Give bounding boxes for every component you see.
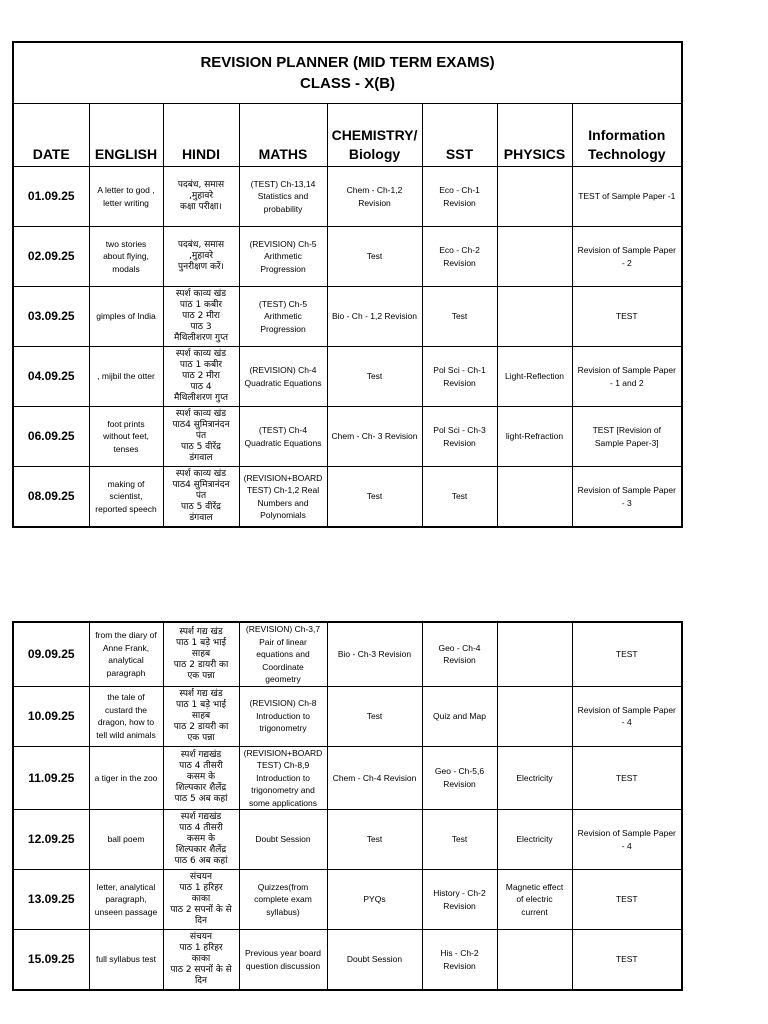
planner-body-top [13, 167, 682, 528]
cell-chemistry-biology: PYQs [327, 870, 422, 930]
cell-maths: (TEST) Ch-4 Quadratic Equations [239, 407, 327, 467]
cell-english: letter, analytical paragraph, unseen passage [89, 870, 163, 930]
cell-date: 15.09.25 [13, 930, 89, 991]
table-row [13, 407, 682, 467]
header-row [13, 104, 682, 167]
cell-physics: Light-Reflection [497, 347, 572, 407]
cell-information-technology: TEST [572, 870, 682, 930]
cell-date: 01.09.25 [13, 167, 89, 227]
cell-information-technology: TEST [572, 287, 682, 347]
cell-english: A letter to god , letter writing [89, 167, 163, 227]
cell-date: 02.09.25 [13, 227, 89, 287]
title-line-1: REVISION PLANNER (MID TERM EXAMS) [200, 54, 495, 71]
cell-maths: (TEST) Ch-13,14 Statistics and probability [239, 167, 327, 227]
cell-date: 13.09.25 [13, 870, 89, 930]
cell-physics [497, 287, 572, 347]
cell-maths: (REVISION+BOARD TEST) Ch-1,2 Real Numbers and Polynomials [239, 467, 327, 528]
cell-sst: Pol Sci - Ch-1 Revision [422, 347, 497, 407]
cell-information-technology: TEST [572, 746, 682, 810]
cell-sst: Quiz and Map [422, 686, 497, 746]
cell-maths: (REVISION) Ch-8 Introduction to trigonometry [239, 686, 327, 746]
cell-chemistry-biology: Test [327, 347, 422, 407]
cell-chemistry-biology: Bio - Ch - 1,2 Revision [327, 287, 422, 347]
cell-maths: (TEST) Ch-5 Arithmetic Progression [239, 287, 327, 347]
table-row [13, 227, 682, 287]
cell-chemistry-biology: Test [327, 467, 422, 528]
header-hindi: HINDI [163, 104, 239, 167]
cell-information-technology: Revision of Sample Paper - 2 [572, 227, 682, 287]
cell-chemistry-biology: Doubt Session [327, 930, 422, 991]
cell-information-technology: Revision of Sample Paper - 4 [572, 810, 682, 870]
table-row [13, 930, 682, 991]
cell-physics [497, 227, 572, 287]
cell-english: making of scientist, reported speech [89, 467, 163, 528]
table-row [13, 686, 682, 746]
cell-maths: Previous year board question discussion [239, 930, 327, 991]
cell-chemistry-biology: Chem - Ch- 3 Revision [327, 407, 422, 467]
cell-maths: Doubt Session [239, 810, 327, 870]
planner-table-bottom [12, 621, 683, 991]
cell-chemistry-biology: Chem - Ch-4 Revision [327, 746, 422, 810]
cell-maths: (REVISION) Ch-5 Arithmetic Progression [239, 227, 327, 287]
cell-physics [497, 467, 572, 528]
cell-chemistry-biology: Chem - Ch-1,2 Revision [327, 167, 422, 227]
planner-title [13, 42, 682, 104]
cell-date: 08.09.25 [13, 467, 89, 528]
cell-hindi: स्पर्श गद्यखंड पाठ 4 तीसरी कसम के शिल्पकार शैलेंद्र पाठ 6 अब कहां [163, 810, 239, 870]
cell-date: 09.09.25 [13, 622, 89, 686]
cell-physics [497, 622, 572, 686]
cell-english: ball poem [89, 810, 163, 870]
cell-sst: Geo - Ch-4 Revision [422, 622, 497, 686]
cell-hindi: संचयन पाठ 1 हरिहर काका पाठ 2 सपनों के से दिन [163, 870, 239, 930]
cell-chemistry-biology: Test [327, 810, 422, 870]
cell-information-technology: TEST [Revision of Sample Paper-3] [572, 407, 682, 467]
cell-hindi: स्पर्श गद्यखंड पाठ 4 तीसरी कसम के शिल्पकार शैलेंद्र पाठ 5 अब कहां [163, 746, 239, 810]
cell-date: 12.09.25 [13, 810, 89, 870]
cell-hindi: स्पर्श काव्य खंड पाठ4 सुमित्रानंदन पंत पाठ 5 वीरेंद्र डंगवाल [163, 467, 239, 528]
cell-sst: Test [422, 810, 497, 870]
cell-english: a tiger in the zoo [89, 746, 163, 810]
cell-maths: (REVISION+BOARD TEST) Ch-8,9 Introduction to trigonometry and some applications [239, 746, 327, 810]
cell-maths: (REVISION) Ch-3,7 Pair of linear equations and Coordinate geometry [239, 622, 327, 686]
cell-information-technology: Revision of Sample Paper - 1 and 2 [572, 347, 682, 407]
title-line-2: CLASS - X(B) [300, 75, 396, 92]
header-maths: MATHS [239, 104, 327, 167]
cell-sst: Eco - Ch-1 Revision [422, 167, 497, 227]
cell-physics: Electricity [497, 810, 572, 870]
cell-hindi: स्पर्श गद्य खंड पाठ 1 बड़े भाई साहब पाठ 2 डायरी का एक पन्ना [163, 686, 239, 746]
table-row [13, 622, 682, 686]
table-row [13, 287, 682, 347]
planner-body-bottom [13, 622, 682, 990]
cell-sst: Test [422, 467, 497, 528]
cell-maths: Quizzes(from complete exam syllabus) [239, 870, 327, 930]
header-chemistry-biology: CHEMISTRY/ Biology [327, 104, 422, 167]
cell-physics: Electricity [497, 746, 572, 810]
cell-information-technology: Revision of Sample Paper - 3 [572, 467, 682, 528]
cell-physics: light-Refraction [497, 407, 572, 467]
cell-date: 06.09.25 [13, 407, 89, 467]
cell-date: 11.09.25 [13, 746, 89, 810]
cell-english: the tale of custard the dragon, how to tell wild animals [89, 686, 163, 746]
header-physics: PHYSICS [497, 104, 572, 167]
cell-english: two stories about flying, modals [89, 227, 163, 287]
cell-maths: (REVISION) Ch-4 Quadratic Equations [239, 347, 327, 407]
cell-english: from the diary of Anne Frank, analytical paragraph [89, 622, 163, 686]
cell-physics: Magnetic effect of electric current [497, 870, 572, 930]
cell-date: 03.09.25 [13, 287, 89, 347]
cell-date: 04.09.25 [13, 347, 89, 407]
table-row [13, 870, 682, 930]
cell-chemistry-biology: Bio - Ch-3 Revision [327, 622, 422, 686]
cell-english: gimples of India [89, 287, 163, 347]
table-row [13, 810, 682, 870]
cell-sst: History - Ch-2 Revision [422, 870, 497, 930]
cell-english: , mijbil the otter [89, 347, 163, 407]
cell-hindi: स्पर्श काव्य खंड पाठ 1 कबीर पाठ 2 मीरा पाठ 4 मैथिलीशरण गुप्त [163, 347, 239, 407]
planner-table-top [12, 41, 683, 528]
cell-hindi: संचयन पाठ 1 हरिहर काका पाठ 2 सपनों के से दिन [163, 930, 239, 991]
header-date: DATE [13, 104, 89, 167]
header-sst: SST [422, 104, 497, 167]
table-row [13, 167, 682, 227]
cell-hindi: पदबंध, समास ,मुहावरे कक्षा परीक्षा। [163, 167, 239, 227]
table-row [13, 467, 682, 528]
cell-english: foot prints without feet, tenses [89, 407, 163, 467]
cell-hindi: स्पर्श काव्य खंड पाठ 1 कबीर पाठ 2 मीरा पाठ 3 मैथिलीशरण गुप्त [163, 287, 239, 347]
cell-information-technology: Revision of Sample Paper - 4 [572, 686, 682, 746]
cell-sst: Eco - Ch-2 Revision [422, 227, 497, 287]
cell-date: 10.09.25 [13, 686, 89, 746]
cell-hindi: स्पर्श काव्य खंड पाठ4 सुमित्रानंदन पंत पाठ 5 वीरेंद्र डंगवाल [163, 407, 239, 467]
cell-hindi: पदबंध, समास ,मुहावरे पुनरीक्षण करें। [163, 227, 239, 287]
cell-physics [497, 686, 572, 746]
cell-chemistry-biology: Test [327, 686, 422, 746]
cell-sst: Geo - Ch-5,6 Revision [422, 746, 497, 810]
header-english: ENGLISH [89, 104, 163, 167]
cell-hindi: स्पर्श गद्य खंड पाठ 1 बड़े भाई साहब पाठ 2 डायरी का एक पन्ना [163, 622, 239, 686]
table-row [13, 746, 682, 810]
header-information-technology: Information Technology [572, 104, 682, 167]
table-row [13, 347, 682, 407]
cell-sst: Test [422, 287, 497, 347]
cell-physics [497, 167, 572, 227]
cell-english: full syllabus test [89, 930, 163, 991]
cell-information-technology: TEST [572, 622, 682, 686]
cell-information-technology: TEST of Sample Paper -1 [572, 167, 682, 227]
cell-sst: His - Ch-2 Revision [422, 930, 497, 991]
cell-information-technology: TEST [572, 930, 682, 991]
cell-sst: Pol Sci - Ch-3 Revision [422, 407, 497, 467]
cell-chemistry-biology: Test [327, 227, 422, 287]
cell-physics [497, 930, 572, 991]
